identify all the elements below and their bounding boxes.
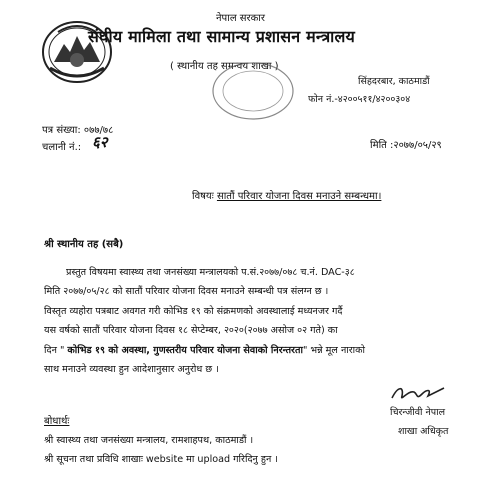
body-line [44, 341, 454, 360]
body-line-pre: दिन " [44, 344, 68, 356]
body-line: मिति २०७७/०५/२८ को सातौं परिवार योजना दिवस मनाउने सम्बन्धी पत्र संलग्न छ । [44, 286, 329, 298]
subject-line [192, 188, 381, 202]
letter-number: पत्र संख्या: ०७७/७८ [42, 125, 114, 136]
cc-line: श्री स्वास्थ्य तथा जनसंख्या मन्त्रालय, रामशाहपथ, काठमाडौं । [44, 435, 254, 446]
body-line: प्रस्तुत विषयमा स्वास्थ्य तथा जनसंख्या मन्त्रालयको प.सं.२०७७/०७८ च.नं. DAC-३८ [66, 267, 355, 278]
body-line: यस वर्षको सातौं परिवार योजना दिवस १८ सेप्टेम्बर, २०२०(२०७७ असोज ०२ गते) का [44, 325, 338, 337]
office-phone: फोन नं.-४२००५११/४२००३०४ [308, 94, 411, 105]
cc-line: श्री सूचना तथा प्रविधि शाखाः website मा upload गरिदिनु हुन । [44, 454, 279, 465]
letter-body [44, 263, 454, 379]
signatory-post: शाखा अधिकृत [398, 426, 449, 437]
dispatch-number: ६२ [92, 133, 108, 151]
ministry-name: संघीय मामिला तथा सामान्य प्रशासन मन्त्रालय [88, 27, 356, 46]
body-line: साथ मनाउने व्यवस्था हुन आदेशानुसार अनुरोध छ । [44, 364, 219, 376]
dispatch-label: चलानी नं.: [42, 142, 82, 153]
cc-heading: बोधार्थः [44, 416, 70, 427]
body-line: विस्तृत व्यहोरा पत्रबाट अवगत गरी कोभिड १९ को संक्रमणको अवस्थालाई मध्यनजर गर्दै [44, 305, 343, 317]
section-name: ( स्थानीय तह समन्वय शाखा ) [170, 61, 279, 72]
body-line-post: " भन्ने मूल नाराको [302, 344, 366, 356]
office-address: सिंहदरबार, काठमाडौं [358, 76, 430, 87]
subject-label: विषयः [192, 191, 214, 202]
government-name: नेपाल सरकार [216, 13, 265, 24]
slogan: कोभिड १९ को अवस्था, गुणस्तरीय परिवार योजना सेवाको निरन्तरता [67, 344, 303, 356]
signatory-name: चिरन्जीवी नेपाल [390, 407, 446, 418]
addressee: श्री स्थानीय तह (सबै) [44, 239, 124, 250]
signature-icon [388, 382, 448, 404]
subject-text: सातौं परिवार योजना दिवस मनाउने सम्बन्धमा। [216, 191, 382, 202]
office-stamp-icon [208, 60, 298, 122]
letter-date: मिति :२०७७/०५/२९ [370, 140, 442, 151]
